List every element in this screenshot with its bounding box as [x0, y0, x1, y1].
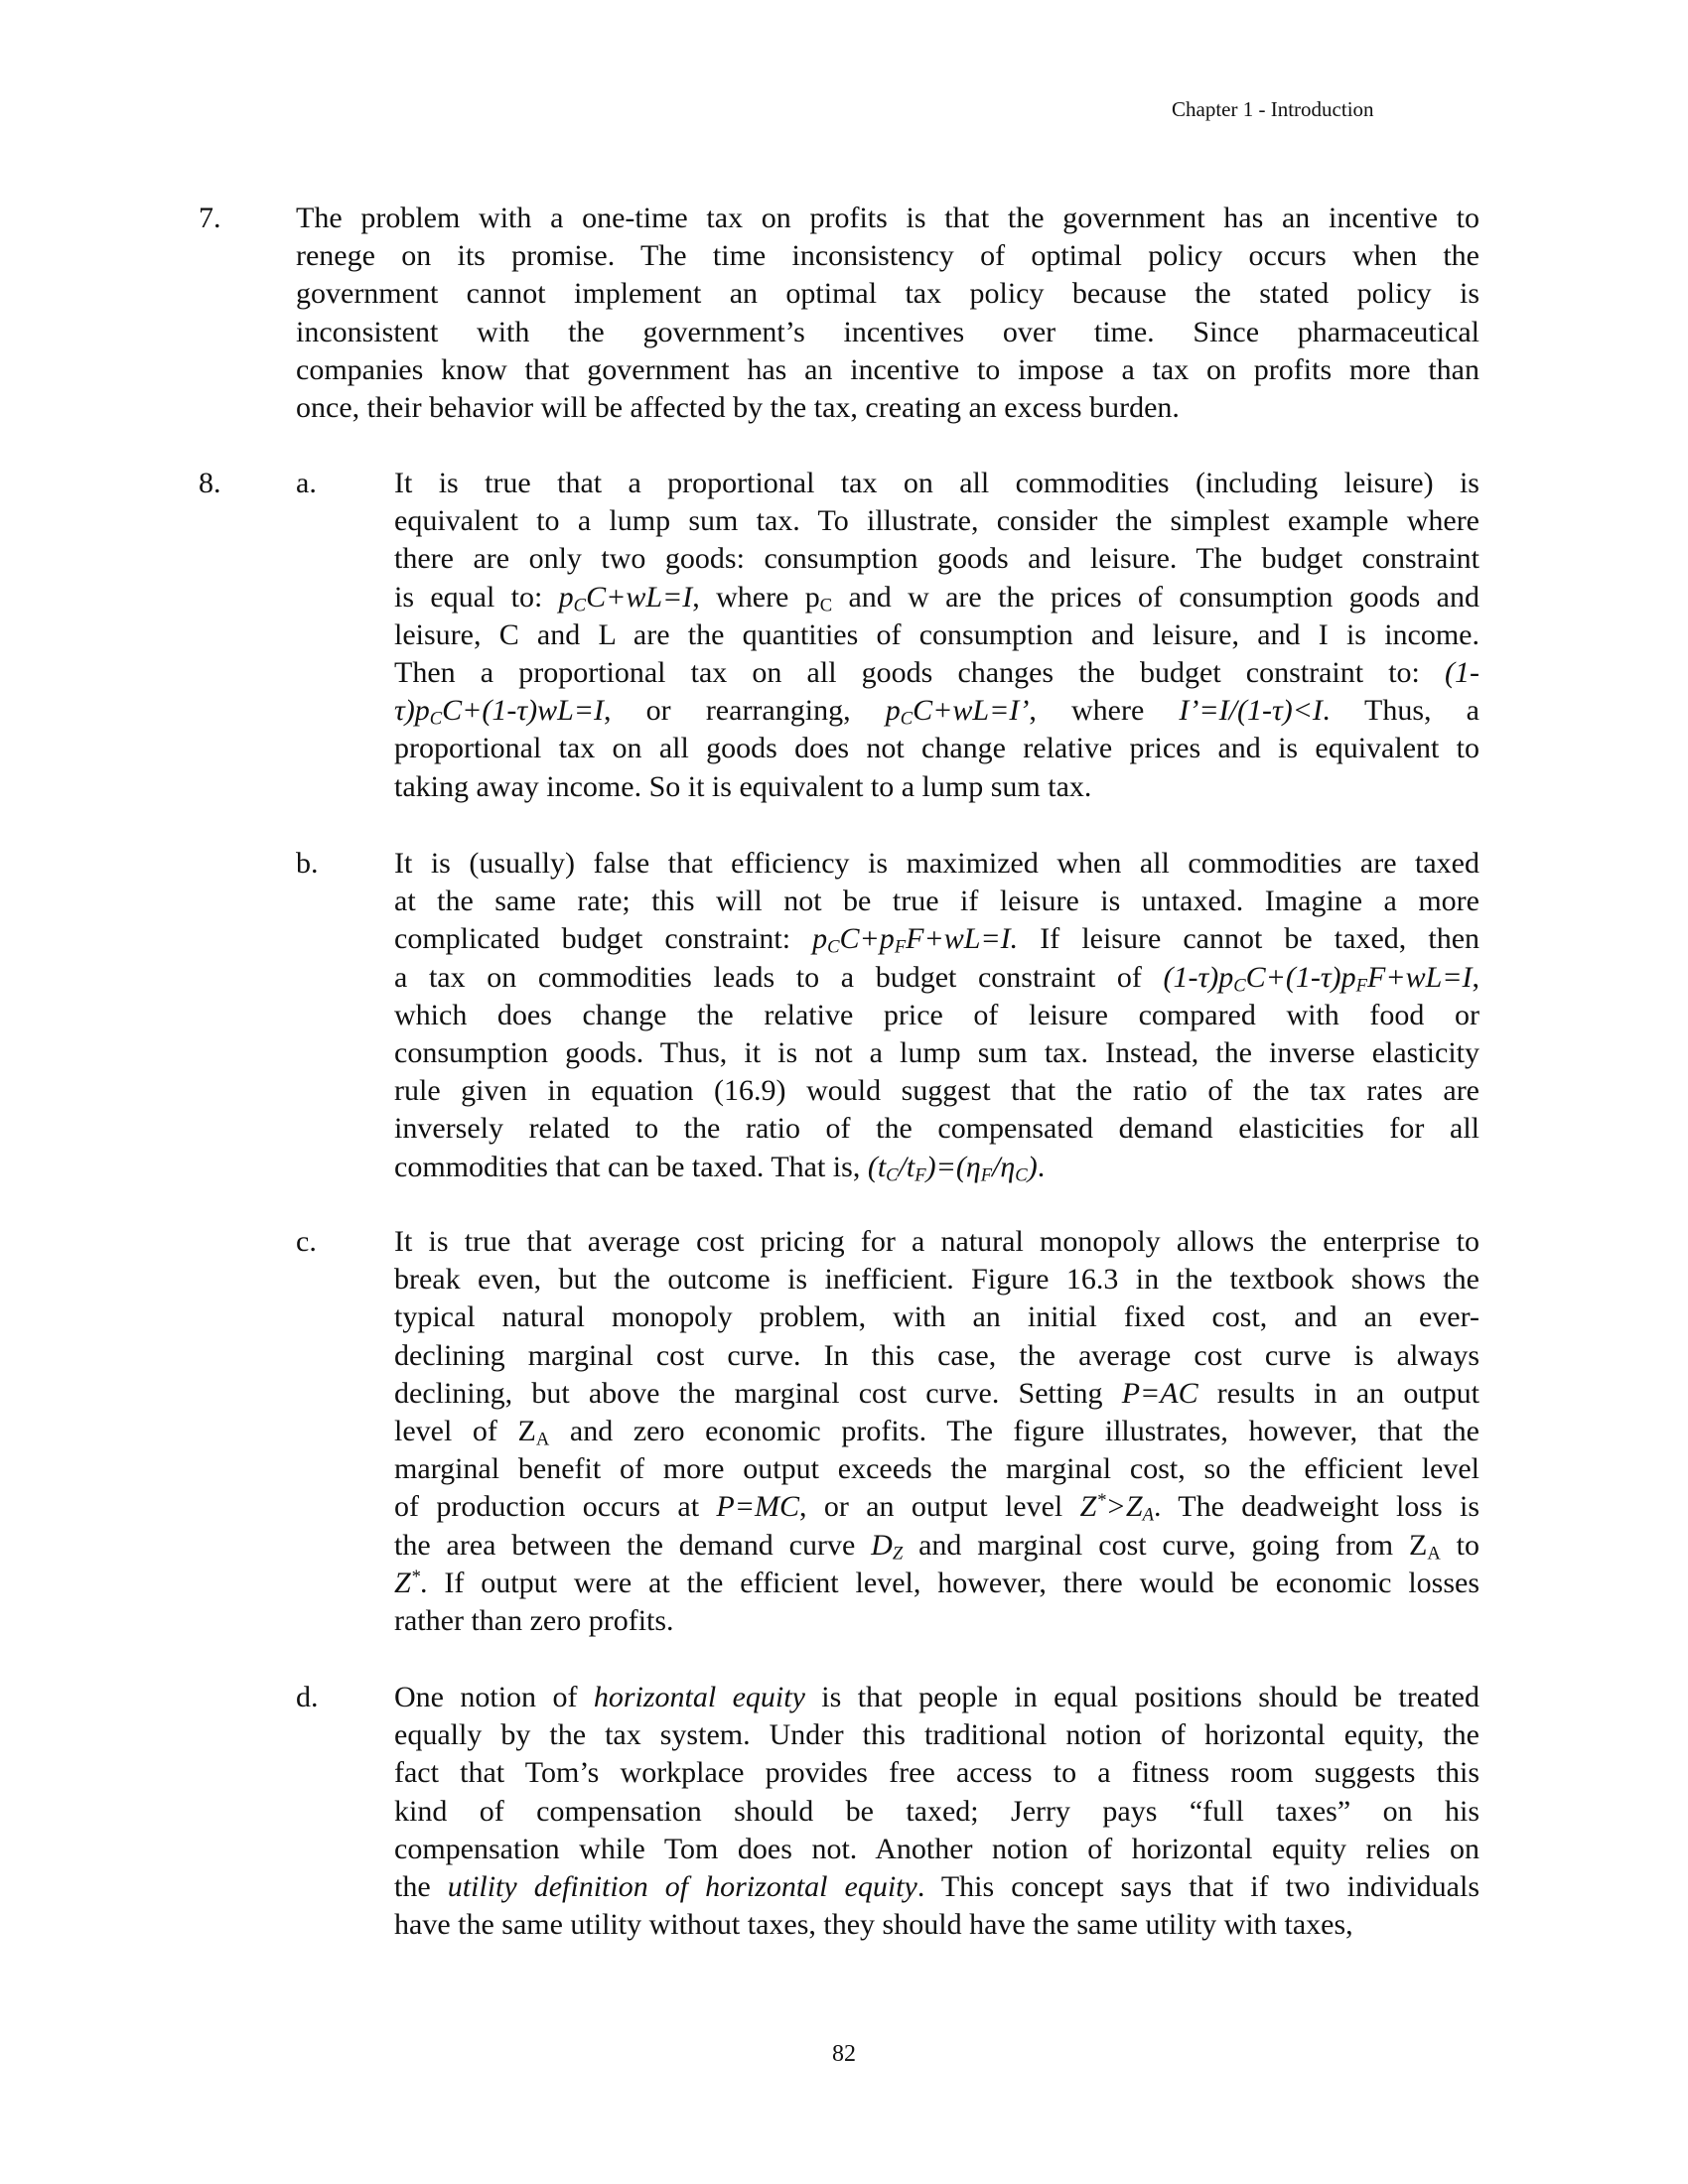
text-line: equivalent to a lump sum tax. To illustrate, consider the simplest example where: [394, 504, 1479, 538]
text-line: consumption goods. Thus, it is not a lump sum tax. Instead, the inverse elasticity: [394, 1036, 1479, 1070]
inverse-elasticity-equation: $(t_C/t_F)=(\eta_F/\eta_C)$: [867, 1150, 1038, 1186]
text-line: It is true that average cost pricing for a natural monopoly allows the enterprise to: [394, 1225, 1479, 1258]
text-line: break even, but the outcome is inefficient. Figure 16.3 in the textbook shows the: [394, 1263, 1479, 1297]
text-line: It is (usually) false that efficiency is maximized when all commodities are taxed: [394, 847, 1479, 880]
text-line: leisure, C and L are the quantities of consumption and leisure, and I is income.: [394, 617, 1479, 651]
item-number: 8.: [199, 467, 221, 499]
text-line: proportional tax on all goods does not change relative prices and is equivalent to: [394, 732, 1479, 765]
text-line: declining marginal cost curve. In this case, the average cost curve is always: [394, 1338, 1479, 1372]
text-line: Z*. If output were at the efficient level, however, there would be economic losses: [394, 1566, 1479, 1599]
rearranged-equation: $p_CC+wL=I$’: [885, 694, 1030, 730]
text-line: rather than zero profits.: [394, 1604, 674, 1638]
text-line: which does change the relative price of leisure compared with food or: [394, 998, 1479, 1031]
item-7-body: [296, 200, 1479, 427]
part-8d-body: [394, 1679, 1479, 1944]
part-label: d.: [296, 1681, 319, 1713]
text-line: inconsistent with the government’s incentives over time. Since pharmaceutical: [296, 315, 1479, 348]
text-line: kind of compensation should be taxed; Jerry pays “full taxes” on his: [394, 1794, 1479, 1828]
text-line: marginal benefit of more output exceeds the marginal cost, so the efficient level: [394, 1452, 1479, 1486]
text-line: declining, but above the marginal cost curve. Setting P=AC results in an output: [394, 1376, 1479, 1410]
term-utility-definition: utility definition of horizontal equity: [447, 1870, 917, 1904]
text-line: equally by the tax system. Under this traditional notion of horizontal equity, the: [394, 1718, 1479, 1752]
part-label: a.: [296, 467, 317, 499]
text-line: fact that Tom’s workplace provides free access to a fitness room suggests this: [394, 1756, 1479, 1790]
part-8b-body: [394, 845, 1479, 1186]
text-line: level of $Z_A$ and zero economic profits. The figure illustrates, however, that the: [394, 1415, 1479, 1450]
text-line: once, their behavior will be affected by the tax, creating an excess burden.: [296, 391, 1180, 425]
text-line: is equal to: $p_CC+wL=I$, where $p_C$ and w are the prices of consumption goods and: [394, 580, 1479, 616]
text-line: government cannot implement an optimal tax policy because the stated policy is: [296, 277, 1479, 311]
text-line: One notion of horizontal equity is that people in equal positions should be treated: [394, 1681, 1479, 1713]
text-line: The problem with a one-time tax on profits is that the government has an incentive to: [296, 202, 1479, 234]
text-line: have the same utility without taxes, they should have the same utility with taxes,: [394, 1908, 1353, 1942]
text-line: of production occurs at P=MC, or an output level $Z^*>Z_A$. The deadweight loss is: [394, 1490, 1480, 1527]
text-line: there are only two goods: consumption goods and leisure. The budget constraint: [394, 542, 1479, 576]
text-line: $\tau)p_CC+(1-\tau)wL=I$, or rearranging, $p_CC+wL=I$’, where I’=I/(1-τ)<I. Thus, a: [394, 694, 1479, 730]
term-horizontal-equity: horizontal equity: [593, 1681, 805, 1713]
text-line: companies know that government has an incentive to impose a tax on profits more than: [296, 352, 1479, 386]
running-head: Chapter 1 - Introduction: [1172, 97, 1374, 121]
item-number: 7.: [199, 202, 221, 234]
part-8c-body: [394, 1223, 1479, 1640]
part-8a-body: [394, 465, 1479, 806]
text-line: a tax on commodities leads to a budget constraint of $(1-\tau)p_CC+(1-\tau)p_FF+wL=I$,: [394, 960, 1479, 997]
text-line: the area between the demand curve $D_Z$ and marginal cost curve, going from $Z_A$ to: [394, 1528, 1479, 1565]
text-line: commodities that can be taxed. That is, $(t_C/t_F)=(\eta_F/\eta_C)$.: [394, 1150, 1046, 1186]
page-number: 82: [832, 2041, 856, 2067]
text-line: Then a proportional tax on all goods changes the budget constraint to: (1-: [394, 656, 1479, 690]
text-line: at the same rate; this will not be true if leisure is untaxed. Imagine a more: [394, 885, 1479, 918]
text-line: inversely related to the ratio of the compensated demand elasticities for all: [394, 1112, 1479, 1146]
text-line: rule given in equation (16.9) would suggest that the ratio of the tax rates are: [394, 1074, 1479, 1108]
text-line: typical natural monopoly problem, with an initial fixed cost, and an ever-: [394, 1300, 1479, 1334]
text-line: the utility definition of horizontal equity. This concept says that if two individuals: [394, 1870, 1479, 1904]
part-label: c.: [296, 1225, 317, 1258]
text-line: It is true that a proportional tax on all commodities (including leisure) is: [394, 467, 1479, 499]
text-line: compensation while Tom does not. Another notion of horizontal equity relies on: [394, 1832, 1479, 1865]
taxed-budget-equation: $\tau)p_CC+(1-\tau)wL=I$: [394, 694, 605, 730]
budget-equation: $p_CC+wL=I$: [558, 580, 693, 616]
text-line: complicated budget constraint: $p_CC+p_FF+wL=I$. If leisure cannot be taxed, then: [394, 922, 1480, 959]
text-line: taking away income. So it is equivalent to a lump sum tax.: [394, 769, 1092, 803]
text-line: renege on its promise. The time inconsistency of optimal policy occurs when the: [296, 239, 1479, 273]
part-label: b.: [296, 847, 319, 880]
